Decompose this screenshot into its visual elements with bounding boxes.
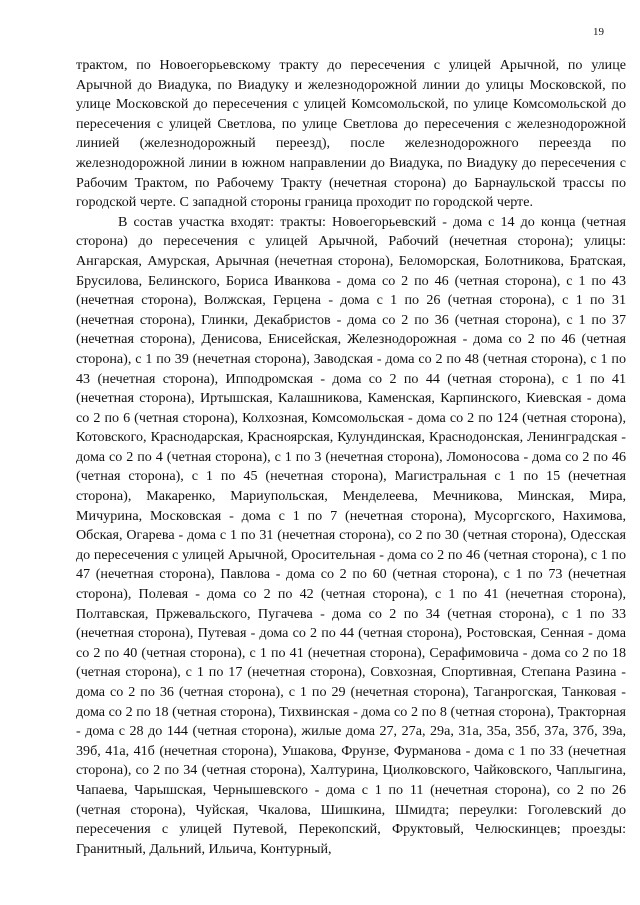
boundary-description-paragraph: трактом, по Новоегорьевскому тракту до пересечения с улицей Арычной, по улице Арычной до Виадука, по Виадуку и железнодорожной линии до улицы Московской, по улице Московской до пересечения с улицей Комсомольской, по улице Комсомольской до пересечения с улицей Светлова, по улице Светлова до пересечения с железнодорожной линией (железнодорожный переезд), после железнодорожного переезда по железнодорожной линии в южном направлении до Виадука, по Виадуку до пересечения с Рабочим Трактом, по Рабочему Тракту (нечетная сторона) до Барнаульской трассы по городской черте. С западной стороны граница проходит по городской черте. xyxy=(76,57,626,211)
district-composition-paragraph: В состав участка входят: тракты: Новоегорьевский - дома с 14 до конца (четная сторона) до пересечения с улицей Арычной, Рабочий (нечетная сторона); улицы: Ангарская, Амурская, Арычная (нечетная сторона), Беломорская, Болотникова, Братская, Брусилова, Белинского, Бориса Иванкова - дома со 2 по 46 (четная сторона), с 1 по 43 (нечетная сторона), Волжская, Герцена - дома с 1 по 26 (четная сторона), с 1 по 31 (нечетная сторона), Глинки, Декабристов - дома со 2 по 36 (четная сторона), с 1 по 37 (нечетная сторона), Денисова, Енисейская, Железнодорожная - дома со 2 по 46 (четная сторона), с 1 по 39 (нечетная сторона), Заводская - дома со 2 по 48 (четная сторона), с 1 по 43 (нечетная сторона), Ипподромская - дома со 2 по 44 (четная сторона), с 1 по 41 (нечетная сторона), Иртышская, Калашникова, Каменская, Карпинского, Киевская - дома со 2 по 6 (четная сторона), Колхозная, Комсомольская - дома со 2 по 124 (четная сторона), Котовского, Краснодарская, Красноярская, Кулундинская, Краснодонская, Ленинградская - дома со 2 по 4 (четная сторона), с 1 по 3 (нечетная сторона), Ломоносова - дома со 2 по 46 (четная сторона), с 1 по 45 (нечетная сторона), Магистральная с 1 по 15 (нечетная сторона), Макаренко, Мариупольская, Менделеева, Мечникова, Минская, Мира, Мичурина, Московская - дома с 1 по 7 (нечетная сторона), Мусоргского, Нахимова, Обская, Огарева - дома с 1 по 31 (нечетная сторона), со 2 по 30 (четная сторона), Одесская до пересечения с улицей Арычной, Оросительная - дома со 2 по 46 (четная сторона), с 1 по 47 (нечетная сторона), Павлова - дома со 2 по 60 (четная сторона), с 1 по 73 (нечетная сторона), Полевая - дома со 2 по 42 (четная сторона), с 1 по 41 (нечетная сторона), Полтавская, Пржевальского, Пугачева - дома со 2 по 34 (четная сторона), с 1 по 33 (нечетная сторона), Путевая - дома со 2 по 44 (четная сторона), Ростовская, Сенная - дома со 2 по 40 (четная сторона), с 1 по 41 (нечетная сторона), Серафимовича - дома со 2 по 18 (четная сторона), с 1 по 17 (нечетная сторона), Совхозная, Спортивная, Степана Разина - дома со 2 по 36 (четная сторона), с 1 по 29 (нечетная сторона), Таганрогская, Танковая - дома со 2 по 18 (четная сторона), Тихвинская - дома со 2 по 8 (четная сторона), Тракторная - дома с 28 до 144 (четная сторона), жилые дома 27, 27а, 29а, 31а, 35а, 35б, 37а, 37б, 39а, 39б, 41а, 41б (нечетная сторона), Ушакова, Фрунзе, Фурманова - дома с 1 по 33 (нечетная сторона), со 2 по 34 (четная сторона), Халтурина, Циолковского, Чайковского, Чаплыгина, Чапаева, Чарышская, Чернышевского - дома с 1 по 11 (нечетная сторона), со 2 по 26 (четная сторона), Чуйская, Чкалова, Шишкина, Шмидта; переулки: Гоголевский до пересечения с улицей Путевой, Перекопский, Фруктовый, Челюскинцев; проезды: Гранитный, Дальний, Ильича, Контурный, xyxy=(76,213,626,857)
page-number: 19 xyxy=(593,26,604,38)
document-body xyxy=(76,56,626,859)
